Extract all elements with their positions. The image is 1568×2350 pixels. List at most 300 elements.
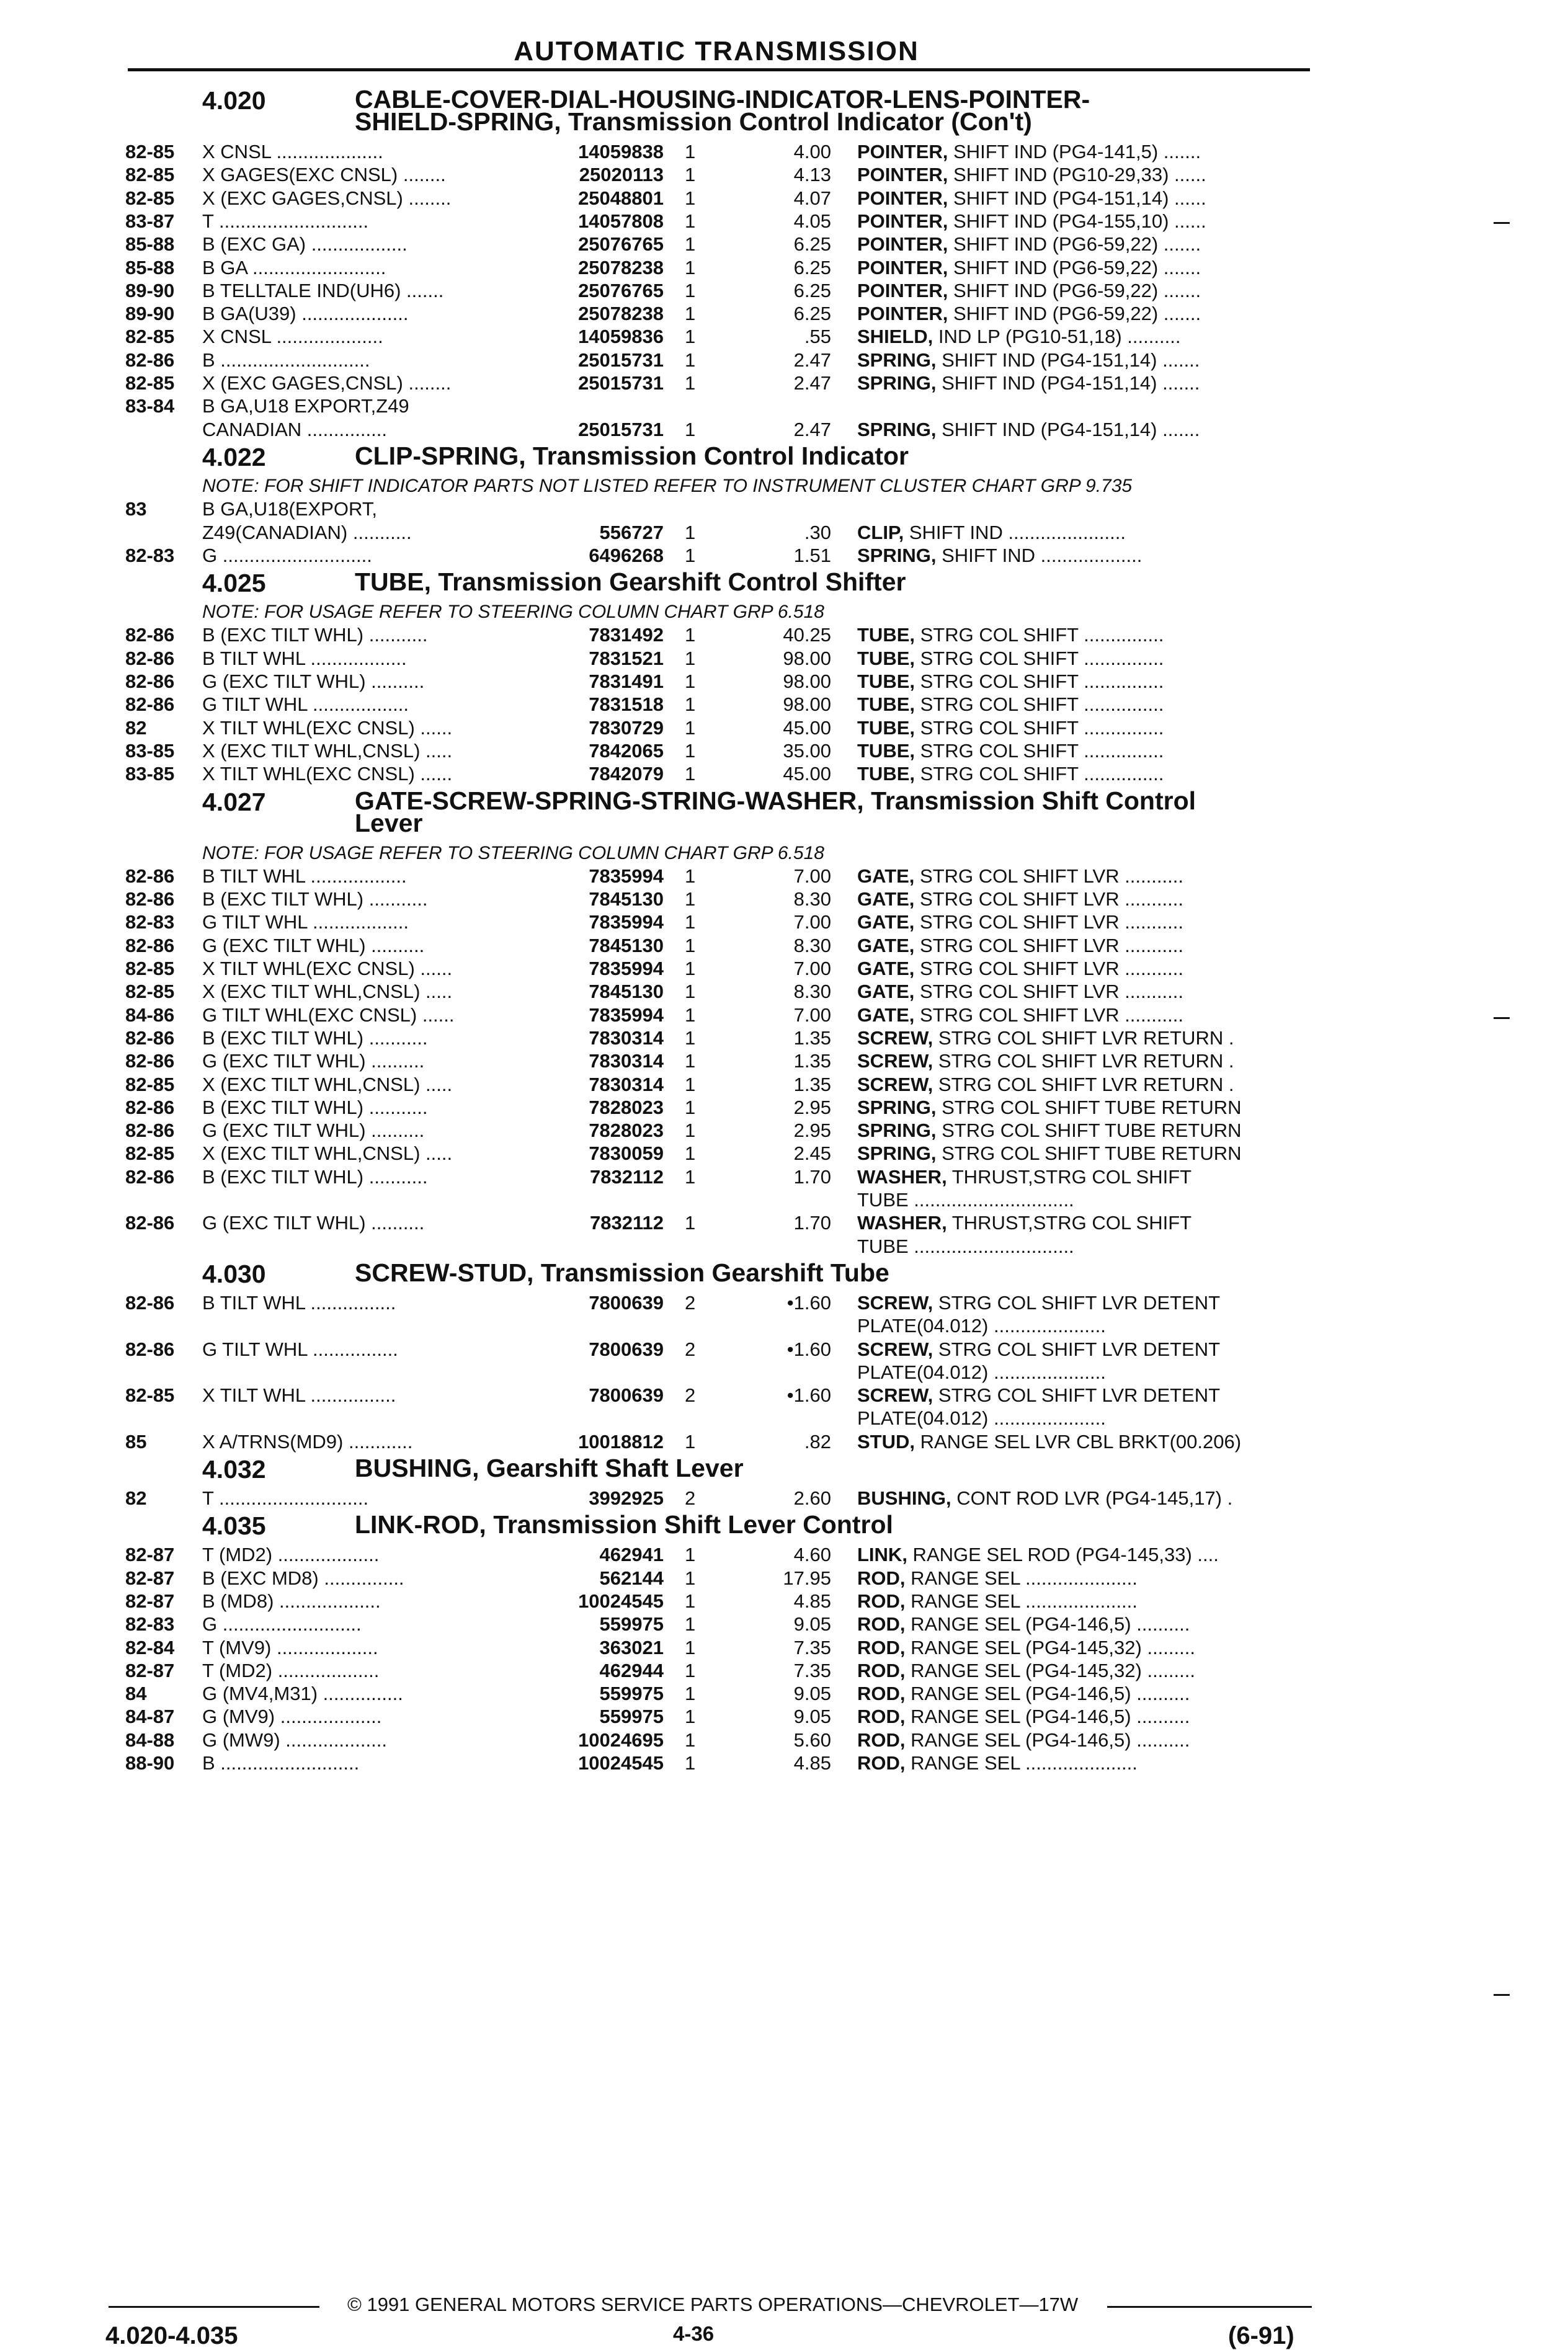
price: 2.45 xyxy=(793,1142,831,1165)
part-number: 25020113 xyxy=(579,164,664,186)
quantity: 1 xyxy=(685,1544,696,1566)
model-years: 82-86 xyxy=(125,1050,175,1072)
part-name: ROD, xyxy=(857,1613,906,1636)
model-years: 82-84 xyxy=(125,1636,175,1658)
part-description xyxy=(857,865,1313,888)
application-desc: B TELLTALE IND(UH6) ....... xyxy=(202,279,444,301)
parts-row xyxy=(0,279,1568,302)
part-description xyxy=(857,1235,1313,1258)
section-title: Lever xyxy=(355,808,423,837)
application-desc: G TILT WHL ................ xyxy=(202,1338,398,1360)
parts-row xyxy=(0,1682,1568,1705)
model-years: 84-87 xyxy=(125,1706,175,1728)
part-name: GATE, xyxy=(857,911,915,933)
margin-mark xyxy=(1494,1017,1510,1019)
part-name: TUBE, xyxy=(857,693,915,716)
part-detail: STRG COL SHIFT ............... xyxy=(915,647,1164,669)
application-desc: X TILT WHL ................ xyxy=(202,1384,396,1407)
quantity: 1 xyxy=(685,210,696,232)
quantity: 1 xyxy=(685,1073,696,1095)
price: •1.60 xyxy=(786,1338,831,1360)
part-detail: STRG COL SHIFT TUBE RETURN xyxy=(936,1119,1242,1142)
part-detail: STRG COL SHIFT LVR ........... xyxy=(914,1004,1183,1026)
part-number: 7830059 xyxy=(589,1142,664,1165)
model-years: 82-87 xyxy=(125,1567,175,1589)
application-desc: X TILT WHL(EXC CNSL) ...... xyxy=(202,958,453,979)
model-years: 82-83 xyxy=(125,911,175,933)
quantity: 1 xyxy=(685,1636,696,1658)
price: •1.60 xyxy=(786,1384,831,1407)
parts-row xyxy=(0,1487,1568,1510)
part-description xyxy=(857,1705,1313,1728)
part-detail: SHIFT IND (PG4-151,14) ....... xyxy=(936,372,1200,394)
part-name: GATE, xyxy=(857,981,915,1003)
application-desc: B GA(U39) .................... xyxy=(202,303,409,325)
price: 2.95 xyxy=(793,1096,831,1118)
model-years: 82-86 xyxy=(125,647,175,669)
price: 4.07 xyxy=(793,187,831,209)
part-detail: STRG COL SHIFT ............... xyxy=(915,763,1164,785)
application-desc: B (EXC TILT WHL) ........... xyxy=(202,1026,428,1049)
quantity: 1 xyxy=(685,279,696,301)
parts-row xyxy=(0,670,1568,693)
part-description xyxy=(857,1211,1313,1234)
part-name: ROD, xyxy=(857,1752,906,1774)
application-desc: X (EXC GAGES,CNSL) ........ xyxy=(202,372,452,394)
parts-row xyxy=(0,349,1568,372)
application-desc: T (MV9) ................... xyxy=(202,1636,378,1658)
quantity: 1 xyxy=(685,1706,696,1728)
model-years: 84-86 xyxy=(125,1004,175,1026)
parts-row xyxy=(0,1235,1568,1258)
price: .55 xyxy=(804,326,831,348)
quantity: 1 xyxy=(685,1119,696,1142)
part-number: 7800639 xyxy=(589,1384,664,1407)
application-desc: X GAGES(EXC CNSL) ........ xyxy=(202,164,446,186)
price: 4.13 xyxy=(793,164,831,186)
quantity: 2 xyxy=(685,1338,696,1360)
part-detail: SHIFT IND (PG10-29,33) ...... xyxy=(948,164,1206,186)
section-number: 4.032 xyxy=(202,1455,266,1484)
part-name: GATE, xyxy=(857,888,915,910)
section-note: NOTE: FOR SHIFT INDICATOR PARTS NOT LISTED REFER TO INSTRUMENT CLUSTER CHART GRP 9.735 xyxy=(202,475,1133,496)
part-number: 7845130 xyxy=(589,981,664,1003)
part-description xyxy=(857,140,1313,163)
application-desc: B GA,U18 EXPORT,Z49 xyxy=(202,395,409,417)
price: 4.00 xyxy=(793,141,831,162)
price: 7.00 xyxy=(793,911,831,933)
part-name: GATE, xyxy=(857,958,915,979)
part-description xyxy=(857,1543,1313,1566)
footer-rule-right xyxy=(1107,2306,1312,2308)
part-description xyxy=(857,670,1313,693)
quantity: 1 xyxy=(685,716,696,739)
application-desc: G (EXC TILT WHL) .......... xyxy=(202,1212,425,1234)
application-desc: G TILT WHL .................. xyxy=(202,693,409,716)
part-detail: STRG COL SHIFT LVR ........... xyxy=(914,888,1183,910)
part-description xyxy=(857,957,1313,980)
model-years: 82-87 xyxy=(125,1659,175,1681)
parts-row xyxy=(0,865,1568,888)
quantity: 1 xyxy=(685,1050,696,1072)
part-number: 25015731 xyxy=(578,349,664,371)
parts-row xyxy=(0,1751,1568,1774)
part-name: POINTER, xyxy=(857,187,948,209)
part-detail: SHIFT IND (PG6-59,22) ....... xyxy=(948,233,1201,256)
model-years: 82-85 xyxy=(125,326,175,348)
part-detail: RANGE SEL (PG4-146,5) .......... xyxy=(905,1706,1190,1728)
model-years: 82-86 xyxy=(125,624,175,646)
parts-row xyxy=(0,233,1568,256)
part-number: 7842065 xyxy=(589,739,664,762)
price: 8.30 xyxy=(793,934,831,956)
part-detail: TUBE .............................. xyxy=(857,1235,1074,1257)
part-name: SCREW, xyxy=(857,1026,933,1049)
model-years: 82-85 xyxy=(125,187,175,209)
parts-row xyxy=(0,325,1568,348)
application-desc: B GA ......................... xyxy=(202,256,386,278)
part-description xyxy=(857,325,1313,348)
application-desc: X TILT WHL(EXC CNSL) ...... xyxy=(202,716,453,739)
part-number: 14059836 xyxy=(578,326,664,348)
price: .82 xyxy=(804,1430,831,1453)
parts-row xyxy=(0,1705,1568,1728)
parts-row xyxy=(0,888,1568,910)
quantity: 1 xyxy=(685,647,696,669)
application-desc: T ............................ xyxy=(202,210,369,232)
parts-row xyxy=(0,1659,1568,1682)
price: 5.60 xyxy=(793,1729,831,1751)
part-name: POINTER, xyxy=(857,303,948,325)
section-number: 4.035 xyxy=(202,1511,266,1541)
section-title: GATE-SCREW-SPRING-STRING-WASHER, Transmission Shift Control xyxy=(355,786,1196,815)
parts-row xyxy=(0,1314,1568,1337)
part-number: 10024695 xyxy=(578,1729,664,1751)
part-detail: STRG COL SHIFT ............... xyxy=(915,670,1164,692)
part-description xyxy=(857,1188,1313,1211)
part-description xyxy=(857,1567,1313,1590)
part-description xyxy=(857,1314,1313,1337)
part-description xyxy=(857,647,1313,670)
parts-row xyxy=(0,1430,1568,1453)
application-desc: X (EXC TILT WHL,CNSL) ..... xyxy=(202,981,453,1003)
part-detail: STRG COL SHIFT ............... xyxy=(915,624,1164,646)
application-desc: B (EXC TILT WHL) ........... xyxy=(202,1096,428,1118)
parts-row xyxy=(0,934,1568,957)
section-number: 4.027 xyxy=(202,787,266,816)
part-description xyxy=(857,739,1313,762)
part-description xyxy=(857,1751,1313,1774)
part-number: 462941 xyxy=(599,1544,664,1566)
application-desc: B .......................... xyxy=(202,1752,360,1774)
model-years: 83-87 xyxy=(125,210,175,232)
part-name: SHIELD, xyxy=(857,326,933,348)
parts-row xyxy=(0,210,1568,233)
section-number: 4.030 xyxy=(202,1259,266,1288)
part-name: ROD, xyxy=(857,1567,906,1589)
section-note: NOTE: FOR USAGE REFER TO STEERING COLUMN CHART GRP 6.518 xyxy=(202,602,824,623)
part-number: 7830314 xyxy=(589,1050,664,1072)
part-description xyxy=(857,934,1313,957)
price: 6.25 xyxy=(793,256,831,278)
part-name: SPRING, xyxy=(857,1096,937,1118)
part-description xyxy=(857,418,1313,441)
quantity: 1 xyxy=(685,233,696,256)
part-description xyxy=(857,1682,1313,1705)
part-detail: RANGE SEL ..................... xyxy=(905,1752,1138,1774)
application-desc: G TILT WHL(EXC CNSL) ...... xyxy=(202,1004,455,1026)
part-name: ROD, xyxy=(857,1683,906,1705)
parts-row xyxy=(0,762,1568,785)
application-desc: B TILT WHL .................. xyxy=(202,865,407,887)
part-detail: RANGE SEL ..................... xyxy=(905,1590,1138,1612)
price: 45.00 xyxy=(783,716,831,739)
part-name: SCREW, xyxy=(857,1291,933,1314)
model-years: 83-84 xyxy=(125,395,175,417)
model-years: 82-85 xyxy=(125,372,175,394)
quantity: 1 xyxy=(685,521,696,543)
part-detail: STRG COL SHIFT LVR ........... xyxy=(914,865,1183,887)
part-detail: STRG COL SHIFT LVR RETURN . xyxy=(933,1073,1234,1095)
price: 40.25 xyxy=(783,624,831,646)
part-detail: RANGE SEL (PG4-146,5) .......... xyxy=(905,1683,1190,1705)
model-years: 85-88 xyxy=(125,233,175,256)
quantity: 1 xyxy=(685,1212,696,1234)
part-name: SPRING, xyxy=(857,418,937,440)
part-name: SCREW, xyxy=(857,1384,933,1407)
section-number: 4.022 xyxy=(202,442,266,471)
part-detail: RANGE SEL ..................... xyxy=(905,1567,1138,1589)
part-description xyxy=(857,1073,1313,1096)
part-name: ROD, xyxy=(857,1729,906,1751)
part-description xyxy=(857,910,1313,933)
model-years: 82-83 xyxy=(125,544,175,566)
page-title: AUTOMATIC TRANSMISSION xyxy=(514,36,919,66)
part-name: POINTER, xyxy=(857,210,948,232)
quantity: 1 xyxy=(685,981,696,1003)
part-description xyxy=(857,349,1313,372)
part-detail: STRG COL SHIFT TUBE RETURN xyxy=(936,1142,1242,1165)
section-title: SHIELD-SPRING, Transmission Control Indicator (Con't) xyxy=(355,107,1032,136)
part-number: 559975 xyxy=(599,1706,664,1728)
price: 1.35 xyxy=(793,1026,831,1049)
part-name: SCREW, xyxy=(857,1050,933,1072)
part-detail: RANGE SEL (PG4-145,32) ......... xyxy=(905,1659,1195,1681)
part-number: 25076765 xyxy=(578,279,664,301)
part-number: 6496268 xyxy=(589,544,664,566)
model-years: 85-88 xyxy=(125,256,175,278)
quantity: 1 xyxy=(685,164,696,186)
price: 1.51 xyxy=(793,544,831,566)
part-description xyxy=(857,1613,1313,1636)
part-number: 363021 xyxy=(599,1636,664,1658)
part-detail: SHIFT IND (PG6-59,22) ....... xyxy=(948,279,1201,301)
part-description xyxy=(857,1096,1313,1119)
parts-row xyxy=(0,140,1568,163)
part-name: WASHER, xyxy=(857,1165,947,1188)
price: 17.95 xyxy=(783,1567,831,1589)
application-desc: B (EXC TILT WHL) ........... xyxy=(202,624,428,646)
part-detail: THRUST,STRG COL SHIFT xyxy=(947,1212,1192,1234)
part-detail: STRG COL SHIFT ............... xyxy=(915,739,1164,762)
application-desc: B (EXC MD8) ............... xyxy=(202,1567,404,1589)
part-name: CLIP, xyxy=(857,521,904,543)
part-number: 7800639 xyxy=(589,1291,664,1314)
part-detail: STRG COL SHIFT LVR DETENT xyxy=(933,1338,1221,1360)
price: 6.25 xyxy=(793,279,831,301)
parts-row xyxy=(0,623,1568,646)
part-detail: STRG COL SHIFT LVR RETURN . xyxy=(933,1026,1234,1049)
quantity: 1 xyxy=(685,865,696,887)
price: 7.00 xyxy=(793,1004,831,1026)
part-number: 559975 xyxy=(599,1683,664,1705)
part-number: 7800639 xyxy=(589,1338,664,1360)
part-number: 7832112 xyxy=(590,1212,664,1234)
part-number: 7835994 xyxy=(589,865,664,887)
parts-row xyxy=(0,980,1568,1003)
parts-row xyxy=(0,302,1568,325)
part-description xyxy=(857,233,1313,256)
parts-row xyxy=(0,372,1568,394)
quantity: 1 xyxy=(685,1004,696,1026)
parts-row xyxy=(0,957,1568,980)
parts-row xyxy=(0,1096,1568,1119)
part-description xyxy=(857,1119,1313,1142)
application-desc: X A/TRNS(MD9) ............ xyxy=(202,1430,413,1453)
application-desc: B (MD8) ................... xyxy=(202,1590,381,1612)
part-description xyxy=(857,716,1313,739)
model-years: 83-85 xyxy=(125,763,175,785)
part-description xyxy=(857,279,1313,302)
part-description xyxy=(857,888,1313,910)
model-years: 82-87 xyxy=(125,1544,175,1566)
part-number: 14057808 xyxy=(578,210,664,232)
part-detail: THRUST,STRG COL SHIFT xyxy=(947,1165,1192,1188)
part-number: 7832112 xyxy=(590,1165,664,1188)
part-description xyxy=(857,1384,1313,1407)
part-name: TUBE, xyxy=(857,624,915,646)
parts-row xyxy=(0,910,1568,933)
section-number: 4.020 xyxy=(202,86,266,115)
quantity: 1 xyxy=(685,544,696,566)
copyright-line: © 1991 GENERAL MOTORS SERVICE PARTS OPERATIONS—CHEVROLET—17W xyxy=(347,2294,1079,2315)
part-description xyxy=(857,1004,1313,1026)
part-description xyxy=(857,1590,1313,1613)
quantity: 1 xyxy=(685,418,696,440)
part-name: GATE, xyxy=(857,934,915,956)
quantity: 1 xyxy=(685,372,696,394)
model-years: 82-85 xyxy=(125,981,175,1003)
quantity: 1 xyxy=(685,256,696,278)
part-name: SPRING, xyxy=(857,544,937,566)
part-name: SPRING, xyxy=(857,349,937,371)
parts-row xyxy=(0,1543,1568,1566)
part-number: 25015731 xyxy=(578,372,664,394)
application-desc: G (EXC TILT WHL) .......... xyxy=(202,934,425,956)
part-description xyxy=(857,372,1313,394)
model-years: 82-86 xyxy=(125,1096,175,1118)
application-desc: G ............................ xyxy=(202,544,372,566)
part-detail: RANGE SEL ROD (PG4-145,33) .... xyxy=(907,1544,1219,1566)
parts-row xyxy=(0,521,1568,544)
parts-row xyxy=(0,1073,1568,1096)
parts-row xyxy=(0,394,1568,417)
footer-rule-left xyxy=(109,2306,319,2308)
parts-row xyxy=(0,1119,1568,1142)
parts-row xyxy=(0,1613,1568,1636)
parts-row xyxy=(0,1049,1568,1072)
price: 45.00 xyxy=(783,763,831,785)
section-title: BUSHING, Gearshift Shaft Lever xyxy=(355,1454,744,1482)
part-detail: RANGE SEL (PG4-145,32) ......... xyxy=(905,1636,1195,1658)
part-description xyxy=(857,1026,1313,1049)
price: 1.70 xyxy=(793,1212,831,1234)
model-years: 82-85 xyxy=(125,164,175,186)
application-desc: G (MV4,M31) ............... xyxy=(202,1683,403,1705)
model-years: 82-85 xyxy=(125,1384,175,1407)
part-number: 7835994 xyxy=(589,911,664,933)
model-years: 82-86 xyxy=(125,670,175,692)
model-years: 82-86 xyxy=(125,1026,175,1049)
part-name: ROD, xyxy=(857,1659,906,1681)
quantity: 1 xyxy=(685,888,696,910)
part-detail: PLATE(04.012) ..................... xyxy=(857,1361,1106,1383)
part-description xyxy=(857,1659,1313,1682)
part-description xyxy=(857,163,1313,186)
parts-row xyxy=(0,647,1568,670)
application-desc: X (EXC TILT WHL,CNSL) ..... xyxy=(202,739,453,762)
part-name: SPRING, xyxy=(857,1142,937,1165)
application-desc: X (EXC GAGES,CNSL) ........ xyxy=(202,187,452,209)
part-description xyxy=(857,210,1313,233)
part-name: BUSHING, xyxy=(857,1487,951,1509)
part-name: ROD, xyxy=(857,1590,906,1612)
part-name: POINTER, xyxy=(857,141,948,162)
price: 4.60 xyxy=(793,1544,831,1566)
quantity: 2 xyxy=(685,1487,696,1509)
part-number: 7831492 xyxy=(589,624,664,646)
quantity: 1 xyxy=(685,1683,696,1705)
application-desc: X (EXC TILT WHL,CNSL) ..... xyxy=(202,1073,453,1095)
part-number: 7828023 xyxy=(589,1096,664,1118)
part-number: 25048801 xyxy=(578,187,664,209)
parts-row xyxy=(0,1590,1568,1613)
part-number: 25076765 xyxy=(578,233,664,256)
parts-row xyxy=(0,1142,1568,1165)
part-description xyxy=(857,521,1313,544)
parts-row xyxy=(0,544,1568,567)
part-number: 7831518 xyxy=(589,693,664,716)
quantity: 1 xyxy=(685,141,696,162)
application-desc: G (EXC TILT WHL) .......... xyxy=(202,670,425,692)
price: 9.05 xyxy=(793,1706,831,1728)
part-number: 7828023 xyxy=(589,1119,664,1142)
application-desc: T ............................ xyxy=(202,1487,369,1509)
model-years: 83-85 xyxy=(125,739,175,762)
part-detail: SHIFT IND (PG4-151,14) ....... xyxy=(936,418,1200,440)
parts-row xyxy=(0,739,1568,762)
price: 4.85 xyxy=(793,1590,831,1612)
model-years: 85 xyxy=(125,1430,147,1453)
model-years: 82-86 xyxy=(125,934,175,956)
part-description xyxy=(857,1291,1313,1314)
model-years: 82-86 xyxy=(125,1291,175,1314)
part-description xyxy=(857,1430,1313,1453)
section-title: SCREW-STUD, Transmission Gearshift Tube xyxy=(355,1258,889,1287)
part-detail: TUBE .............................. xyxy=(857,1189,1074,1211)
part-detail: PLATE(04.012) ..................... xyxy=(857,1315,1106,1337)
part-name: POINTER, xyxy=(857,256,948,278)
